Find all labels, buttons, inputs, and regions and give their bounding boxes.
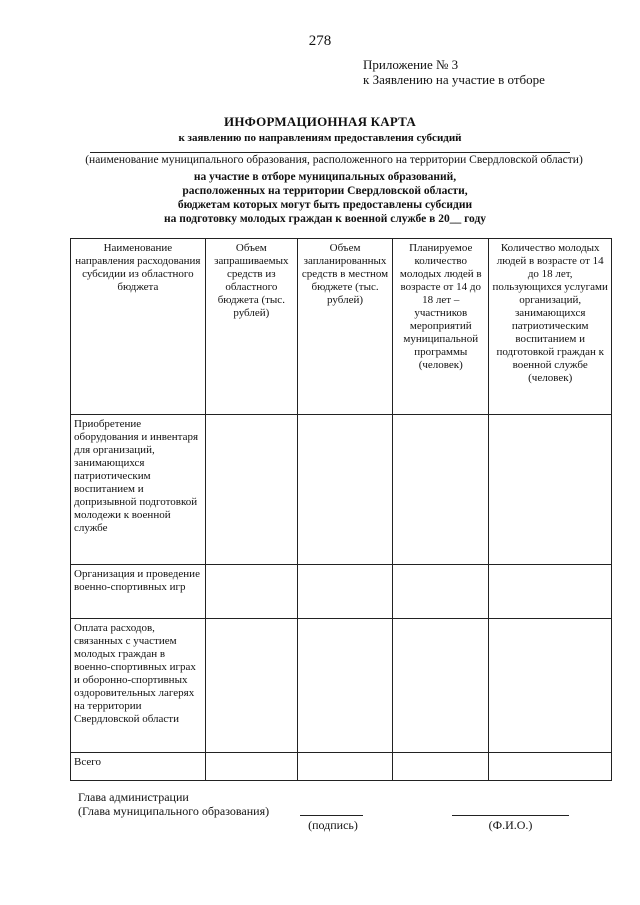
table-cell[interactable] [489,753,612,781]
document-title: ИНФОРМАЦИОННАЯ КАРТА [224,114,416,129]
table-row [71,565,612,619]
row-label: Оплата расходов, связанных с участием молодых граждан в военно-спортивных играх и оборонно-спортивных оздоровительных лагерях на территории Свердловской области [71,619,206,753]
title-block [60,114,580,145]
page-number: 278 [308,33,332,49]
signatory-alt-title: (Глава муниципального образования) [78,804,270,818]
table-cell[interactable] [297,415,392,565]
table-cell[interactable] [297,753,392,781]
table-cell[interactable] [393,565,489,619]
municipality-fill-line [90,152,570,153]
table-cell[interactable] [297,565,392,619]
full-name-caption: (Ф.И.О.) [488,818,533,832]
table-cell[interactable] [297,619,392,753]
table-cell[interactable] [489,565,612,619]
row-label: Приобретение оборудования и инвентаря для организаций, занимающихся патриотическим воспитанием и допризывной подготовкой молодежи к военной службе [71,415,206,565]
signatory-block [78,790,269,818]
signature-line[interactable] [300,815,363,816]
table-row [71,415,612,565]
table-header-row [71,239,612,415]
header-direction: Наименование направления расходования субсидии из областного бюджета [71,239,206,415]
table-cell[interactable] [205,415,297,565]
table-row [71,619,612,753]
purpose-line: расположенных на территории Свердловской области, [182,185,468,197]
signatory-title: Глава администрации [78,790,189,804]
table-cell[interactable] [393,619,489,753]
information-card-table [70,238,612,781]
full-name-line[interactable] [452,815,569,816]
header-planned-participants: Планируемое количество молодых людей в возрасте от 14 до 18 лет – участников мероприятий муниципальной программы (человек) [393,239,489,415]
header-youth-served: Количество молодых людей в возрасте от 14 до 18 лет, пользующихся услугами организаций, занимающихся патриотическим воспитанием и подготовкой граждан к военной службе (человек) [489,239,612,415]
purpose-block [90,170,560,226]
municipality-caption: (наименование муниципального образования, расположенного на территории Свердловской области) [85,154,583,166]
annex-reference [363,57,545,87]
document-subtitle: к заявлению по направлениям предоставления субсидий [178,132,462,144]
purpose-line: на подготовку молодых граждан к военной службе в 20__ году [163,213,487,225]
annex-target: к Заявлению на участие в отборе [363,72,545,87]
purpose-line: бюджетам которых могут быть предоставлены субсидии [177,199,473,211]
row-label-total: Всего [71,753,206,781]
header-planned-local-amount: Объем запланированных средств в местном бюджете (тыс. рублей) [297,239,392,415]
table-cell[interactable] [489,619,612,753]
table-cell[interactable] [393,753,489,781]
table-cell[interactable] [489,415,612,565]
table-cell[interactable] [393,415,489,565]
purpose-line: на участие в отборе муниципальных образований, [193,171,457,183]
table-cell[interactable] [205,565,297,619]
row-label: Организация и проведение военно-спортивных игр [71,565,206,619]
annex-number: Приложение № 3 [363,57,459,72]
signature-caption: (подпись) [308,818,358,832]
header-requested-amount: Объем запрашиваемых средств из областного бюджета (тыс. рублей) [205,239,297,415]
table-row-total [71,753,612,781]
table-cell[interactable] [205,619,297,753]
table-cell[interactable] [205,753,297,781]
